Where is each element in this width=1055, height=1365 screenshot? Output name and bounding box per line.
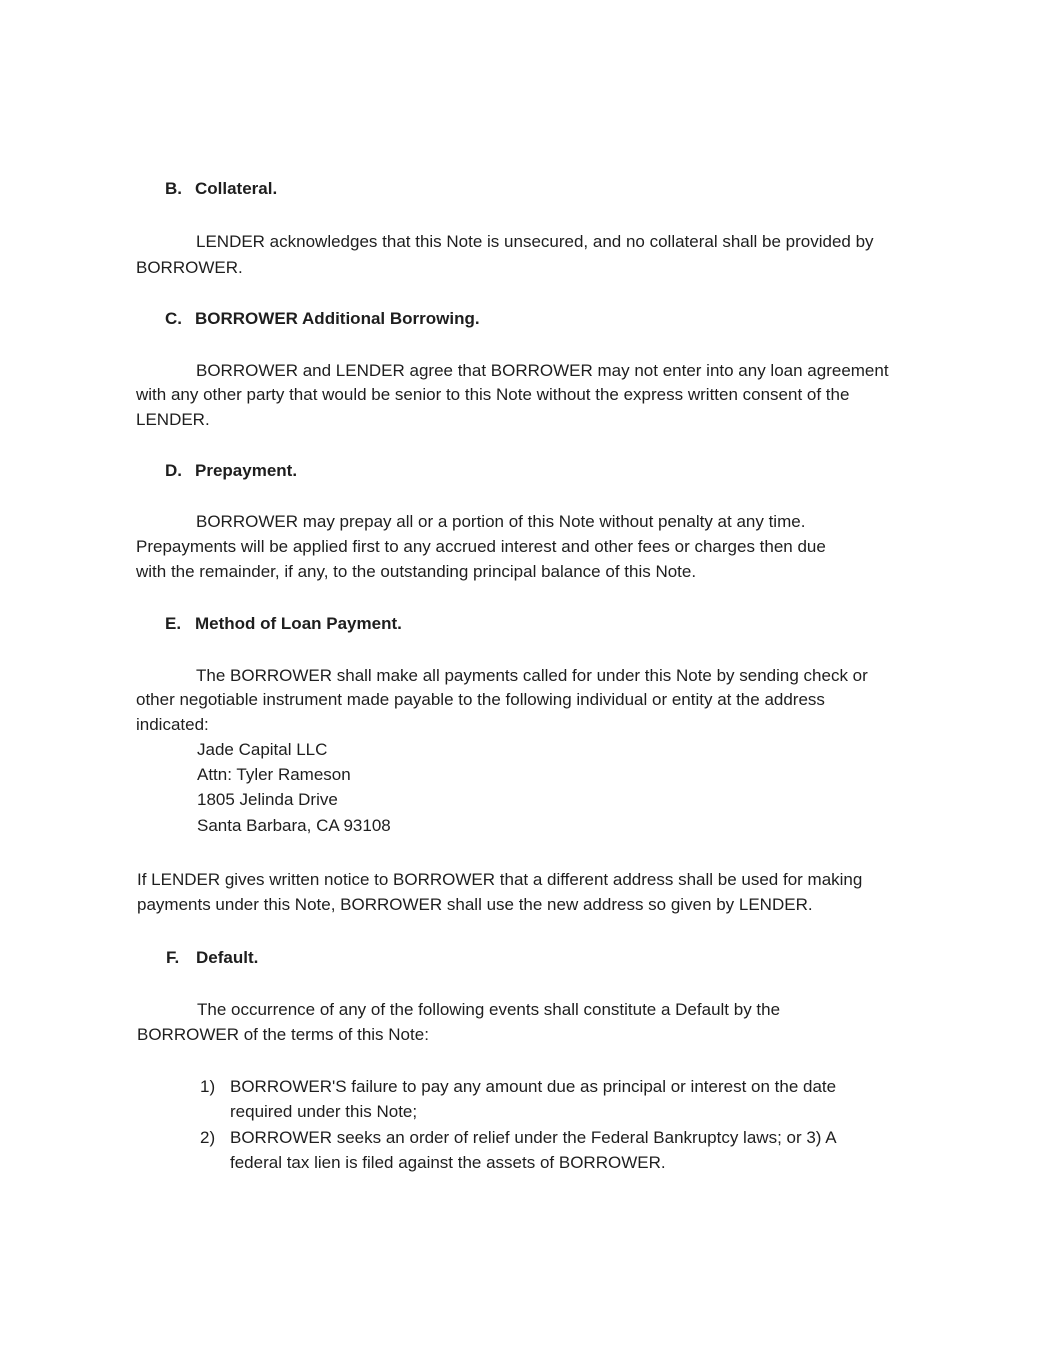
section-c-text-line-3: LENDER. xyxy=(136,410,210,429)
section-b-text-line-2: BORROWER. xyxy=(136,258,243,277)
section-d-heading xyxy=(165,460,297,482)
section-e-title: Method of Loan Payment. xyxy=(195,614,402,633)
section-c-letter: C. xyxy=(165,309,182,328)
section-f-heading xyxy=(166,947,258,969)
section-e-text-line-2: other negotiable instrument made payable to the following individual or entity at the address xyxy=(136,690,825,709)
section-c-text-line-2: with any other party that would be senior to this Note without the express written consent of the xyxy=(136,385,850,404)
section-d-text-line-1: BORROWER may prepay all or a portion of this Note without penalty at any time. xyxy=(196,512,806,531)
section-c-text-line-1: BORROWER and LENDER agree that BORROWER may not enter into any loan agreement xyxy=(196,361,889,380)
list-item-1-line-2: required under this Note; xyxy=(230,1102,418,1121)
section-b-heading xyxy=(165,178,277,200)
section-d-text-line-3: with the remainder, if any, to the outstanding principal balance of this Note. xyxy=(136,562,697,581)
list-item-2-number: 2) xyxy=(200,1128,216,1147)
section-e-letter: E. xyxy=(165,614,182,633)
address-street: 1805 Jelinda Drive xyxy=(197,790,338,809)
list-item-2-line-2: federal tax lien is filed against the assets of BORROWER. xyxy=(230,1153,666,1172)
section-f-letter: F. xyxy=(166,948,180,967)
address-attention: Attn: Tyler Rameson xyxy=(197,765,351,784)
list-item-2-line-1: BORROWER seeks an order of relief under the Federal Bankruptcy laws; or 3) A xyxy=(230,1128,837,1147)
section-e-text-line-1: The BORROWER shall make all payments called for under this Note by sending check or xyxy=(196,666,868,685)
section-b-title: Collateral. xyxy=(195,179,278,198)
section-d-title: Prepayment. xyxy=(195,461,298,480)
list-item-1-number: 1) xyxy=(200,1077,216,1096)
address-city-state-zip: Santa Barbara, CA 93108 xyxy=(197,816,391,835)
section-f-text-line-2: BORROWER of the terms of this Note: xyxy=(137,1025,429,1044)
section-e-after-line-2: payments under this Note, BORROWER shall use the new address so given by LENDER. xyxy=(137,895,813,914)
section-c-heading xyxy=(165,308,480,330)
section-e-after-line-1: If LENDER gives written notice to BORROWER that a different address shall be used for making xyxy=(137,870,863,889)
section-b-letter: B. xyxy=(165,179,182,198)
section-f-text-line-1: The occurrence of any of the following events shall constitute a Default by the xyxy=(197,1000,781,1019)
section-e-text-line-3: indicated: xyxy=(136,715,209,734)
section-f-title: Default. xyxy=(196,948,259,967)
section-d-letter: D. xyxy=(165,461,182,480)
section-b-text-line-1: LENDER acknowledges that this Note is unsecured, and no collateral shall be provided by xyxy=(196,232,874,251)
list-item-1-line-1: BORROWER'S failure to pay any amount due as principal or interest on the date xyxy=(230,1077,837,1096)
section-e-heading xyxy=(165,613,402,635)
section-c-title: BORROWER Additional Borrowing. xyxy=(195,309,480,328)
address-company: Jade Capital LLC xyxy=(197,740,328,759)
section-d-text-line-2: Prepayments will be applied first to any accrued interest and other fees or charges then due xyxy=(136,537,826,556)
